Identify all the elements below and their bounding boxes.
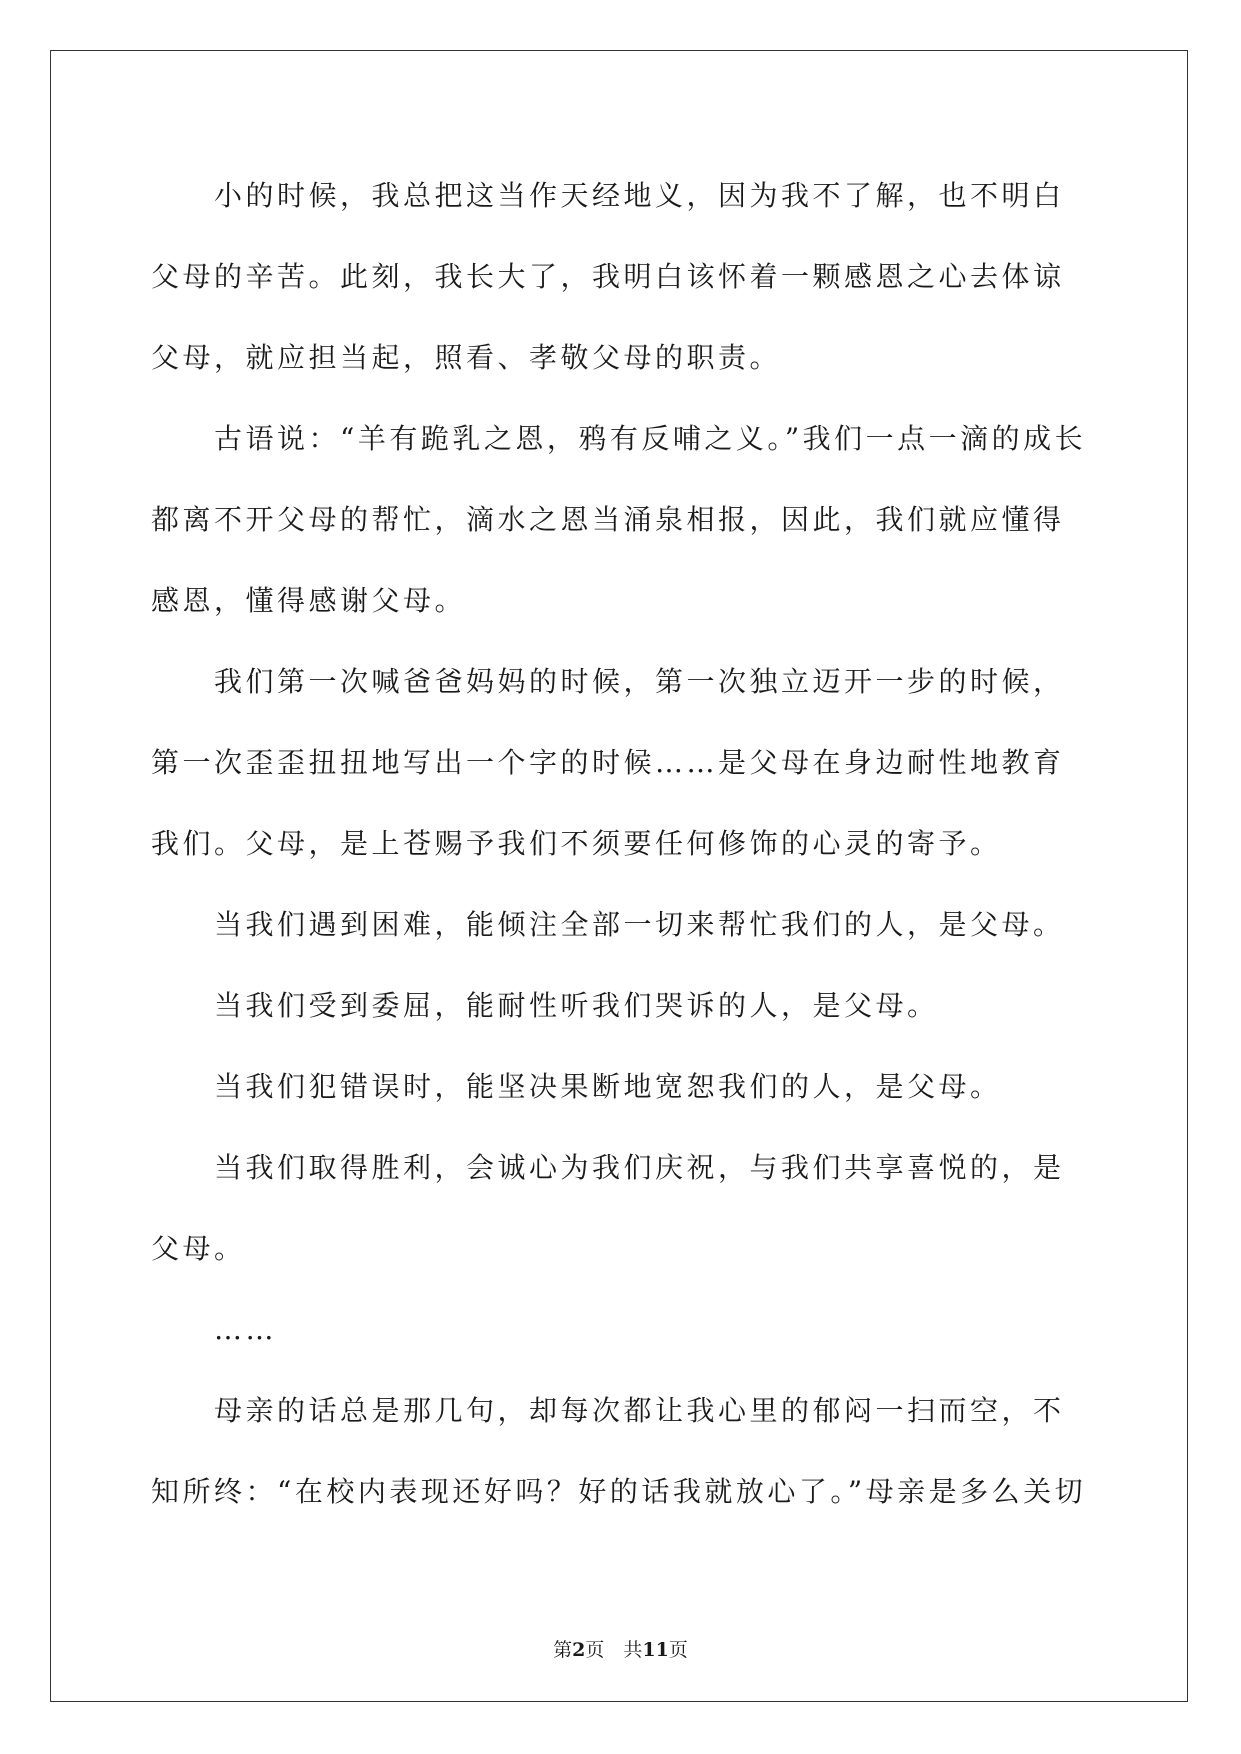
document-body [151, 155, 1091, 1532]
paragraph: 当我们取得胜利，会诚心为我们庆祝，与我们共享喜悦的，是父母。 [151, 1151, 1065, 1265]
ellipsis-line: …… [214, 1313, 277, 1346]
paragraph: 古语说：“羊有跪乳之恩，鸦有反哺之义。”我们一点一滴的成长都离不开父母的帮忙，滴水之恩当涌泉相报，因此，我们就应懂得感恩，懂得感谢父母。 [151, 422, 1087, 617]
page-footer [0, 1635, 1241, 1662]
paragraph: 当我们遇到困难，能倾注全部一切来帮忙我们的人，是父母。 [214, 908, 1065, 941]
paragraph: 小的时候，我总把这当作天经地义，因为我不了解，也不明白父母的辛苦。此刻，我长大了，我明白该怀着一颗感恩之心去体谅父母，就应担当起，照看、孝敬父母的职责。 [151, 179, 1065, 374]
page-total: 11 [642, 1639, 669, 1661]
page-current: 2 [572, 1639, 586, 1661]
paragraph: 当我们受到委屈，能耐性听我们哭诉的人，是父母。 [214, 989, 939, 1022]
paragraph: 母亲的话总是那几句，却每次都让我心里的郁闷一扫而空，不知所终：“在校内表现还好吗？好的话我就放心了。”母亲是多么关切 [151, 1394, 1087, 1508]
page-suffix: 页 [668, 1639, 688, 1661]
paragraph: 当我们犯错误时，能坚决果断地宽恕我们的人，是父母。 [214, 1070, 1002, 1103]
page-prefix: 第 [553, 1639, 573, 1661]
paragraph: 我们第一次喊爸爸妈妈的时候，第一次独立迈开一步的时候，第一次歪歪扭扭地写出一个字的时候……是父母在身边耐性地教育我们。父母，是上苍赐予我们不须要任何修饰的心灵的寄予。 [151, 665, 1065, 860]
page-mid: 页 共 [585, 1639, 643, 1661]
